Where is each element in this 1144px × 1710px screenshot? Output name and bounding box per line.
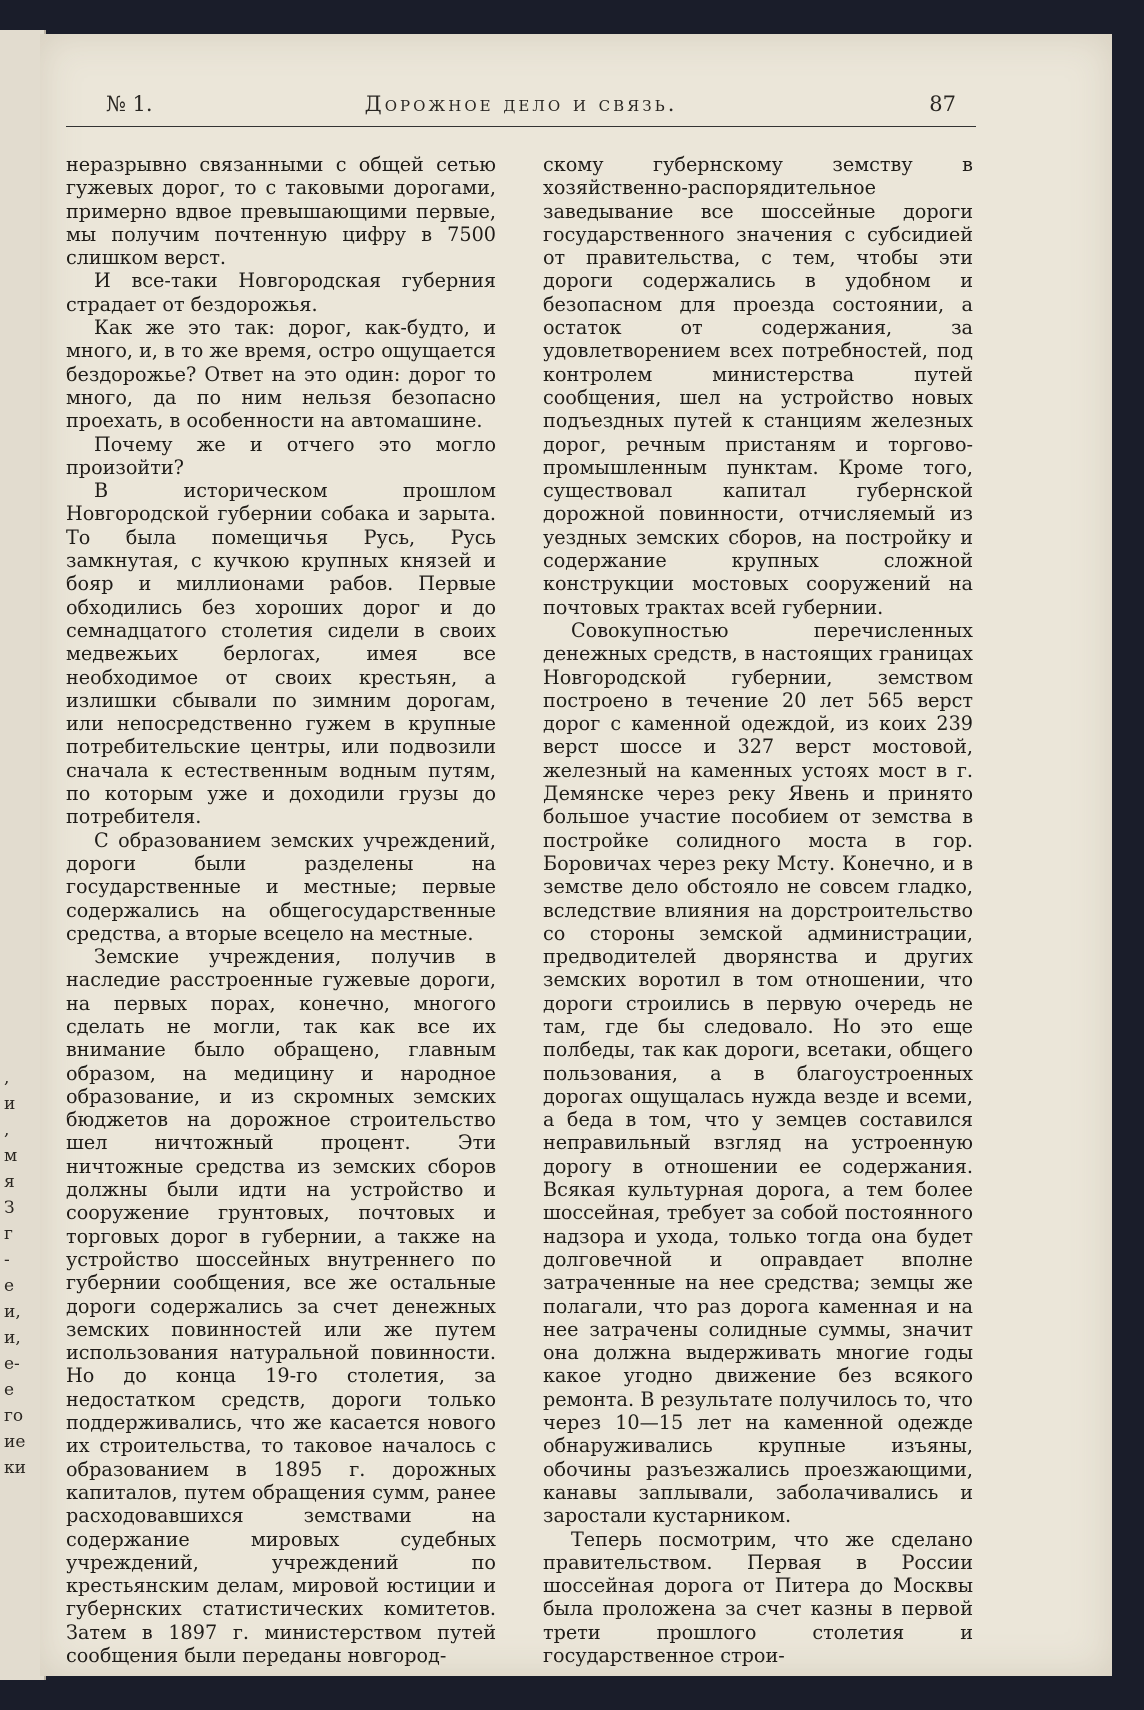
paragraph: Как же это так: дорог, как-будто, и много, и, в то же время, остро ощущается бездорожье? Ответ на это один: дорог то много, да по ним нельзя безопасно проехать, в особенности на автомашине.	[66, 316, 496, 433]
edge-glyph: е	[4, 1380, 15, 1400]
issue-number: № 1.	[106, 92, 153, 116]
paragraph: И все-таки Новгородская губерния страдает от бездорожья.	[66, 269, 496, 316]
left-column	[66, 153, 496, 1667]
edge-glyph: го	[4, 1406, 24, 1426]
edge-glyph: и,	[4, 1328, 21, 1348]
edge-glyph: е-	[4, 1354, 20, 1374]
edge-glyph: ,	[4, 1120, 10, 1140]
page-header	[66, 92, 976, 127]
paragraph: Земские учреждения, получив в наследие расстроенные гужевые дороги, на первых порах, конечно, многого сделать не могли, так как все их внимание было обращено, главным образом, на медицину и народное образование, и из скромных земских бюджетов на дорожное строительство шел ничтожный процент. Эти ничтожные средства из земских сборов должны были идти на устройство и сооружение грунтовых, почтовых и торговых дорог в губернии, а также на устройство шоссейных внутреннего по губернии сообщения, все же остальные дороги содержались за счет денежных земских повинностей или же путем использования натуральной повинности. Но до конца 19-го столетия, за недостатком средств, дороги только поддерживались, что же касается нового их строительства, то таковое началось с образованием в 1895 г. дорожных капиталов, путем обращения сумм, ранее расходовавшихся земствами на содержание мировых судебных учреждений, учреждений по крестьянским делам, мировой юстиции и губернских статистических комитетов. Затем в 1897 г. министерством путей сообщения были переданы новгород-	[66, 945, 496, 1667]
edge-glyph: е	[4, 1276, 15, 1296]
paragraph: скому губернскому земству в хозяйственно-распорядительное заведывание все шоссейные дороги государственного значения с субсидией от правительства, с тем, чтобы эти дороги содержались в удобном и безопасном для проезда состоянии, а остаток от содержания, за удовлетворением всех потребностей, под контролем министерства путей сообщения, шел на устройство новых подъездных путей к станциям железных дорог, речным пристаням и торгово-промышленным пунктам. Кроме того, существовал капитал губернской дорожной повинности, отчисляемый из уездных земских сборов, на постройку и содержание крупных сложной конструкции мостовых сооружений на почтовых трактах всей губернии.	[543, 153, 973, 619]
edge-glyph: -	[4, 1250, 10, 1270]
edge-glyph: ,	[4, 1068, 10, 1088]
edge-glyph: м	[4, 1146, 18, 1166]
edge-glyph: г	[4, 1224, 13, 1244]
page-number: 87	[929, 92, 956, 116]
edge-glyph: я	[4, 1172, 15, 1192]
journal-title: Дорожное дело и связь.	[364, 92, 678, 116]
edge-glyph: и	[4, 1094, 16, 1114]
edge-glyph: З	[4, 1198, 15, 1218]
paragraph: Теперь посмотрим, что же сделано правительством. Первая в России шоссейная дорога от Питера до Москвы была проложена за счет казны в первой трети прошлого столетия и государственное строи-	[543, 1527, 973, 1667]
edge-glyph: и,	[4, 1302, 21, 1322]
paragraph: В историческом прошлом Новгородской губернии собака и зарыта. То была помещичья Русь, Русь замкнутая, с кучкою крупных князей и бояр и миллионами рабов. Первые обходились без хороших дорог и до семнадцатого столетия сидели в своих медвежьих берлогах, имея все необходимое от своих крестьян, а излишки сбывали по зимним дорогам, или непосредственно гужем в крупные потребительские центры, или подвозили сначала к естественным водным путям, по которым уже и доходили грузы до потребителя.	[66, 479, 496, 829]
paragraph: неразрывно связанными с общей сетью гужевых дорог, то с таковыми дорогами, примерно вдвое превышающими первые, мы получим почтенную цифру в 7500 слишком верст.	[66, 153, 496, 270]
paragraph: С образованием земских учреждений, дороги были разделены на государственные и местные; первые содержались на общегосударственные средства, а вторые всецело на местные.	[66, 828, 496, 945]
paragraph: Почему же и отчего это могло произойти?	[66, 432, 496, 479]
paragraph: Совокупностью перечисленных денежных средств, в настоящих границах Новгородской губернии, земством построено в течение 20 лет 565 верст дорог с каменной одеждой, из коих 239 верст шоссе и 327 верст мостовой, железный на каменных устоях мост в г. Демянске через реку Явень и принято большое участие пособием от земства в постройке солидного моста в гор. Боровичах через реку Мсту. Конечно, и в земстве дело обстояло не совсем гладко, вследствие влияния на дорстроительство со стороны земской администрации, предводителей дворянства и других земских воротил в том отношении, что дороги строились в первую очередь не там, где бы следовало. Но это еще полбеды, так как дороги, всетаки, общего пользования, а в благоустроенных дорогах ощущалась нужда везде и всеми, а беда в том, что у земцев составился неправильный взгляд на устроенную дорогу в отношении ее содержания. Всякая культурная дорога, а тем более шоссейная, требует за собой постоянного надзора и ухода, только тогда она будет долговечной и оправдает вполне затраченные на нее средства; земцы же полагали, что раз дорога каменная и на нее затрачены солидные суммы, значит она должна выдерживать многие годы какое угодно движение без всякого ремонта. В результате получилось то, что через 10—15 лет на каменной одежде обнаруживались крупные изъяны, обочины разъезжались проезжающими, канавы заплывали, заболачивались и заростали кустарником.	[543, 618, 973, 1528]
edge-glyph: ие	[4, 1432, 26, 1452]
right-column	[543, 153, 973, 1667]
edge-glyph: ки	[4, 1458, 26, 1478]
